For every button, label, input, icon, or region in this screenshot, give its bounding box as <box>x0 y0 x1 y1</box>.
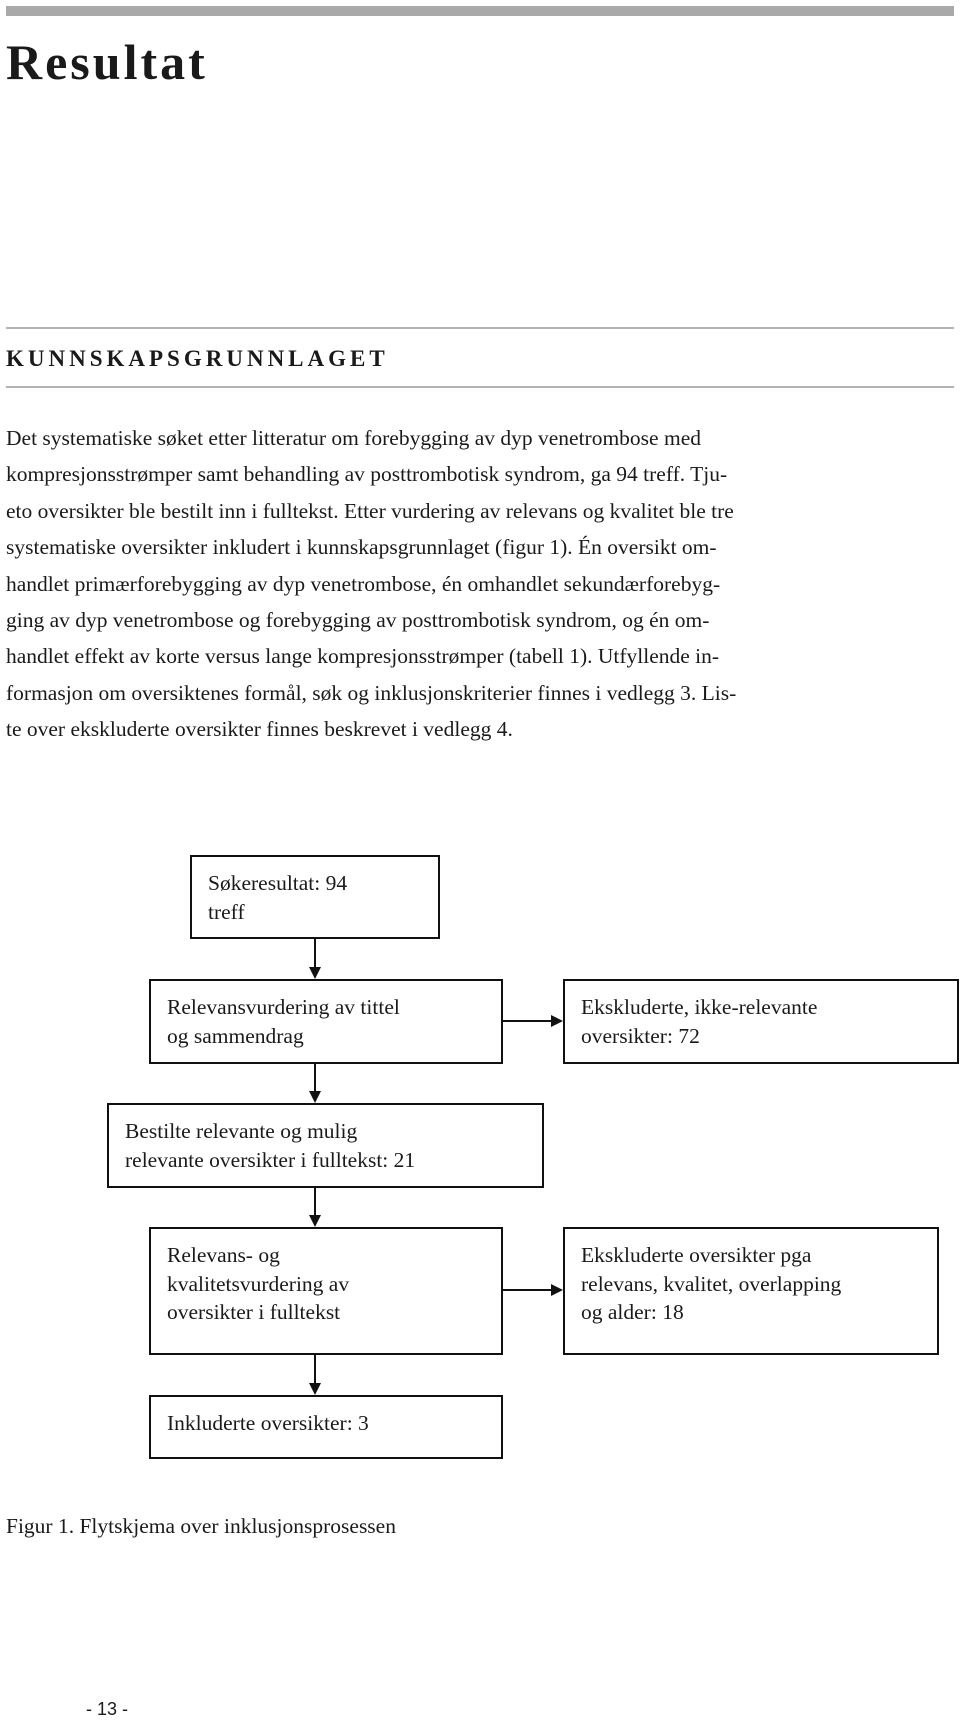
flow-box-ordered-fulltext <box>107 1103 544 1188</box>
paragraph-line: formasjon om oversiktenes formål, søk og inklusjonskriterier finnes i vedlegg 3. Lis- <box>6 680 737 705</box>
flow-box-text: oversikter: 72 <box>581 1023 700 1048</box>
flow-box-text: Relevansvurdering av tittel <box>167 995 400 1019</box>
flow-box-search-results <box>190 855 440 939</box>
paragraph-line: handlet primærforebygging av dyp venetrombose, én omhandlet sekundærforebyg- <box>6 571 721 596</box>
flow-box-text: Inkluderte oversikter: 3 <box>167 1411 369 1435</box>
section-heading: KUNNSKAPSGRUNNLAGET <box>6 346 389 371</box>
figure-caption: Figur 1. Flytskjema over inklusjonsprosessen <box>6 1514 396 1538</box>
arrowhead-down <box>309 1383 321 1395</box>
flow-box-text: Søkeresultat: 94 <box>208 871 348 895</box>
arrowhead-down <box>309 1215 321 1227</box>
arrowhead-right <box>551 1284 563 1296</box>
flow-box-included <box>149 1395 503 1459</box>
flow-box-text: Bestilte relevante og mulig <box>125 1119 358 1143</box>
flow-box-text: relevante oversikter i fulltekst: 21 <box>125 1147 416 1172</box>
flow-box-text: oversikter i fulltekst <box>167 1300 341 1324</box>
flow-box-text: Ekskluderte oversikter pga <box>581 1243 812 1267</box>
paragraph-line: Det systematiske søket etter litteratur om forebygging av dyp venetrombose med <box>6 426 701 450</box>
paragraph-line: te over ekskluderte oversikter finnes beskrevet i vedlegg 4. <box>6 717 513 742</box>
flow-box-excluded-irrelevant <box>563 979 959 1064</box>
paragraph-line: kompresjonsstrømper samt behandling av posttrombotisk syndrom, ga 94 treff. Tju- <box>6 462 728 487</box>
flow-box-relevance-screening <box>149 979 503 1064</box>
flow-box-text: kvalitetsvurdering av <box>167 1271 350 1296</box>
flow-box-text: og sammendrag <box>167 1023 304 1048</box>
flow-box-text: Ekskluderte, ikke-relevante <box>581 995 818 1019</box>
paragraph-line: handlet effekt av korte versus lange kompresjonsstrømper (tabell 1). Utfyllende in- <box>6 644 720 669</box>
paragraph-line: eto oversikter ble bestilt inn i fulltekst. Etter vurdering av relevans og kvalitet ble tre <box>6 498 734 523</box>
arrowhead-down <box>309 1091 321 1103</box>
flow-box-excluded-quality <box>563 1227 939 1355</box>
paragraph-line: ging av dyp venetrombose og forebygging av posttrombotisk syndrom, og én om- <box>6 608 710 633</box>
flow-box-text: og alder: 18 <box>581 1300 684 1324</box>
flow-box-text: relevans, kvalitet, overlapping <box>581 1271 842 1296</box>
arrowhead-down <box>309 967 321 979</box>
page-number: - 13 - <box>86 1699 129 1719</box>
paragraph-line: systematiske oversikter inkludert i kunnskapsgrunnlaget (figur 1). Én oversikt om- <box>6 535 717 560</box>
arrowhead-right <box>551 1015 563 1027</box>
flow-box-text: Relevans- og <box>167 1243 280 1267</box>
flow-box-text: treff <box>208 899 245 924</box>
page-title: Resultat <box>6 34 208 90</box>
flow-box-quality-assessment <box>149 1227 503 1355</box>
